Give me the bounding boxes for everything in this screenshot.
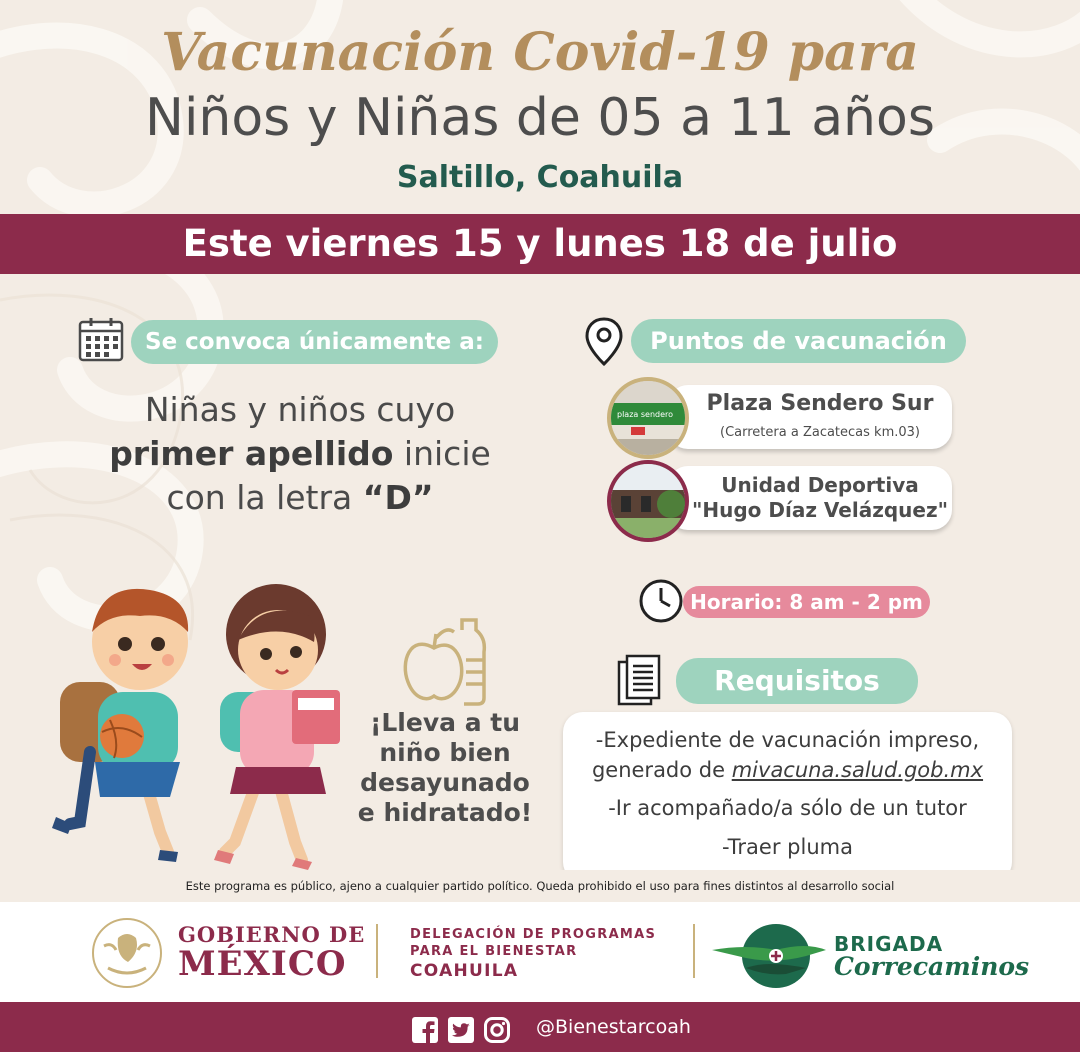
convoca-line-3 [100, 476, 500, 520]
convoca-description [100, 388, 500, 520]
facebook-icon[interactable] [411, 1016, 439, 1044]
del-line-3: COAHUILA [410, 961, 519, 981]
document-icon [617, 654, 663, 708]
requisitos-label: Requisitos [676, 658, 918, 704]
lleva-line-3: desayunado [360, 768, 530, 797]
req-item-2: -Ir acompañado/a sólo de un tutor [608, 796, 967, 820]
mexico-seal-icon [88, 916, 166, 990]
title-line-2: Niños y Niñas de 05 a 11 años [145, 88, 935, 148]
footer-divider-1 [376, 924, 378, 978]
req-item-1-line-1: -Expediente de vacunación impreso, [595, 728, 980, 752]
brigada-line-2: Correcaminos [834, 952, 1030, 981]
calendar-icon [78, 316, 124, 362]
bottle-icon [462, 620, 484, 704]
lleva-line-4: e hidratado! [357, 798, 533, 827]
convoca-line-3-pre: con la letra [166, 478, 363, 517]
twitter-icon[interactable] [447, 1016, 475, 1044]
del-line-2: PARA EL BIENESTAR [410, 944, 578, 959]
site-2-name-line-1: Unidad Deportiva [721, 473, 919, 497]
site-1-detail: (Carretera a Zacatecas km.03) [720, 425, 920, 440]
apple-bottle-icon [400, 612, 490, 706]
clock-icon [638, 578, 684, 624]
convoca-line-1: Niñas y niños cuyo [144, 390, 456, 429]
req-item-1-line-2 [563, 758, 1012, 782]
location-title: Saltillo, Coahuila [396, 160, 684, 195]
lleva-message [352, 708, 538, 828]
gobierno-line-2: MÉXICO [178, 944, 347, 984]
del-line-1: DELEGACIÓN DE PROGRAMAS [410, 927, 657, 942]
delegacion-text [410, 926, 656, 982]
convoca-line-2-rest: inicie [393, 434, 491, 473]
puntos-label: Puntos de vacunación [631, 319, 966, 363]
site-card-2 [668, 466, 952, 530]
site-2-name-line-2: "Hugo Díaz Velázquez" [691, 498, 949, 522]
convoca-bold: primer apellido [109, 434, 394, 473]
requisitos-box [563, 712, 1012, 882]
brigada-line-1: BRIGADA [834, 932, 944, 956]
lleva-line-2: niño bien [379, 738, 511, 767]
brigada-roadrunner-logo-icon [706, 920, 830, 992]
site-1-name: Plaza Sendero Sur [706, 391, 934, 416]
convoca-line-2 [100, 432, 500, 476]
convoca-label: Se convoca únicamente a: [131, 320, 498, 364]
convoca-letter: “D” [362, 478, 434, 517]
social-handle[interactable]: @Bienestarcoah [536, 1016, 691, 1038]
apple-icon [405, 644, 461, 698]
req-item-3: -Traer pluma [722, 835, 853, 859]
horario-label: Horario: 8 am - 2 pm [683, 586, 930, 618]
site-1-photo [607, 377, 689, 459]
req-item-1-pre: generado de [591, 758, 732, 782]
mivacuna-link[interactable]: mivacuna.salud.gob.mx [731, 758, 984, 782]
legal-notice: Este programa es público, ajeno a cualquier partido político. Queda prohibido el uso para fines distintos al desarrollo social [0, 870, 1080, 902]
location-pin-icon [584, 316, 624, 368]
site-card-1 [668, 385, 952, 449]
children-illustration [40, 572, 360, 872]
lleva-line-1: ¡Lleva a tu [369, 708, 521, 737]
instagram-icon[interactable] [483, 1016, 511, 1044]
site-1-sign: plaza sendero [617, 410, 674, 419]
footer-divider-2 [693, 924, 695, 978]
title-line-1: Vacunación Covid-19 para [161, 22, 919, 83]
site-2-photo [607, 460, 689, 542]
date-band: Este viernes 15 y lunes 18 de julio [0, 214, 1080, 274]
gobierno-line-1: GOBIERNO DE [178, 922, 366, 947]
